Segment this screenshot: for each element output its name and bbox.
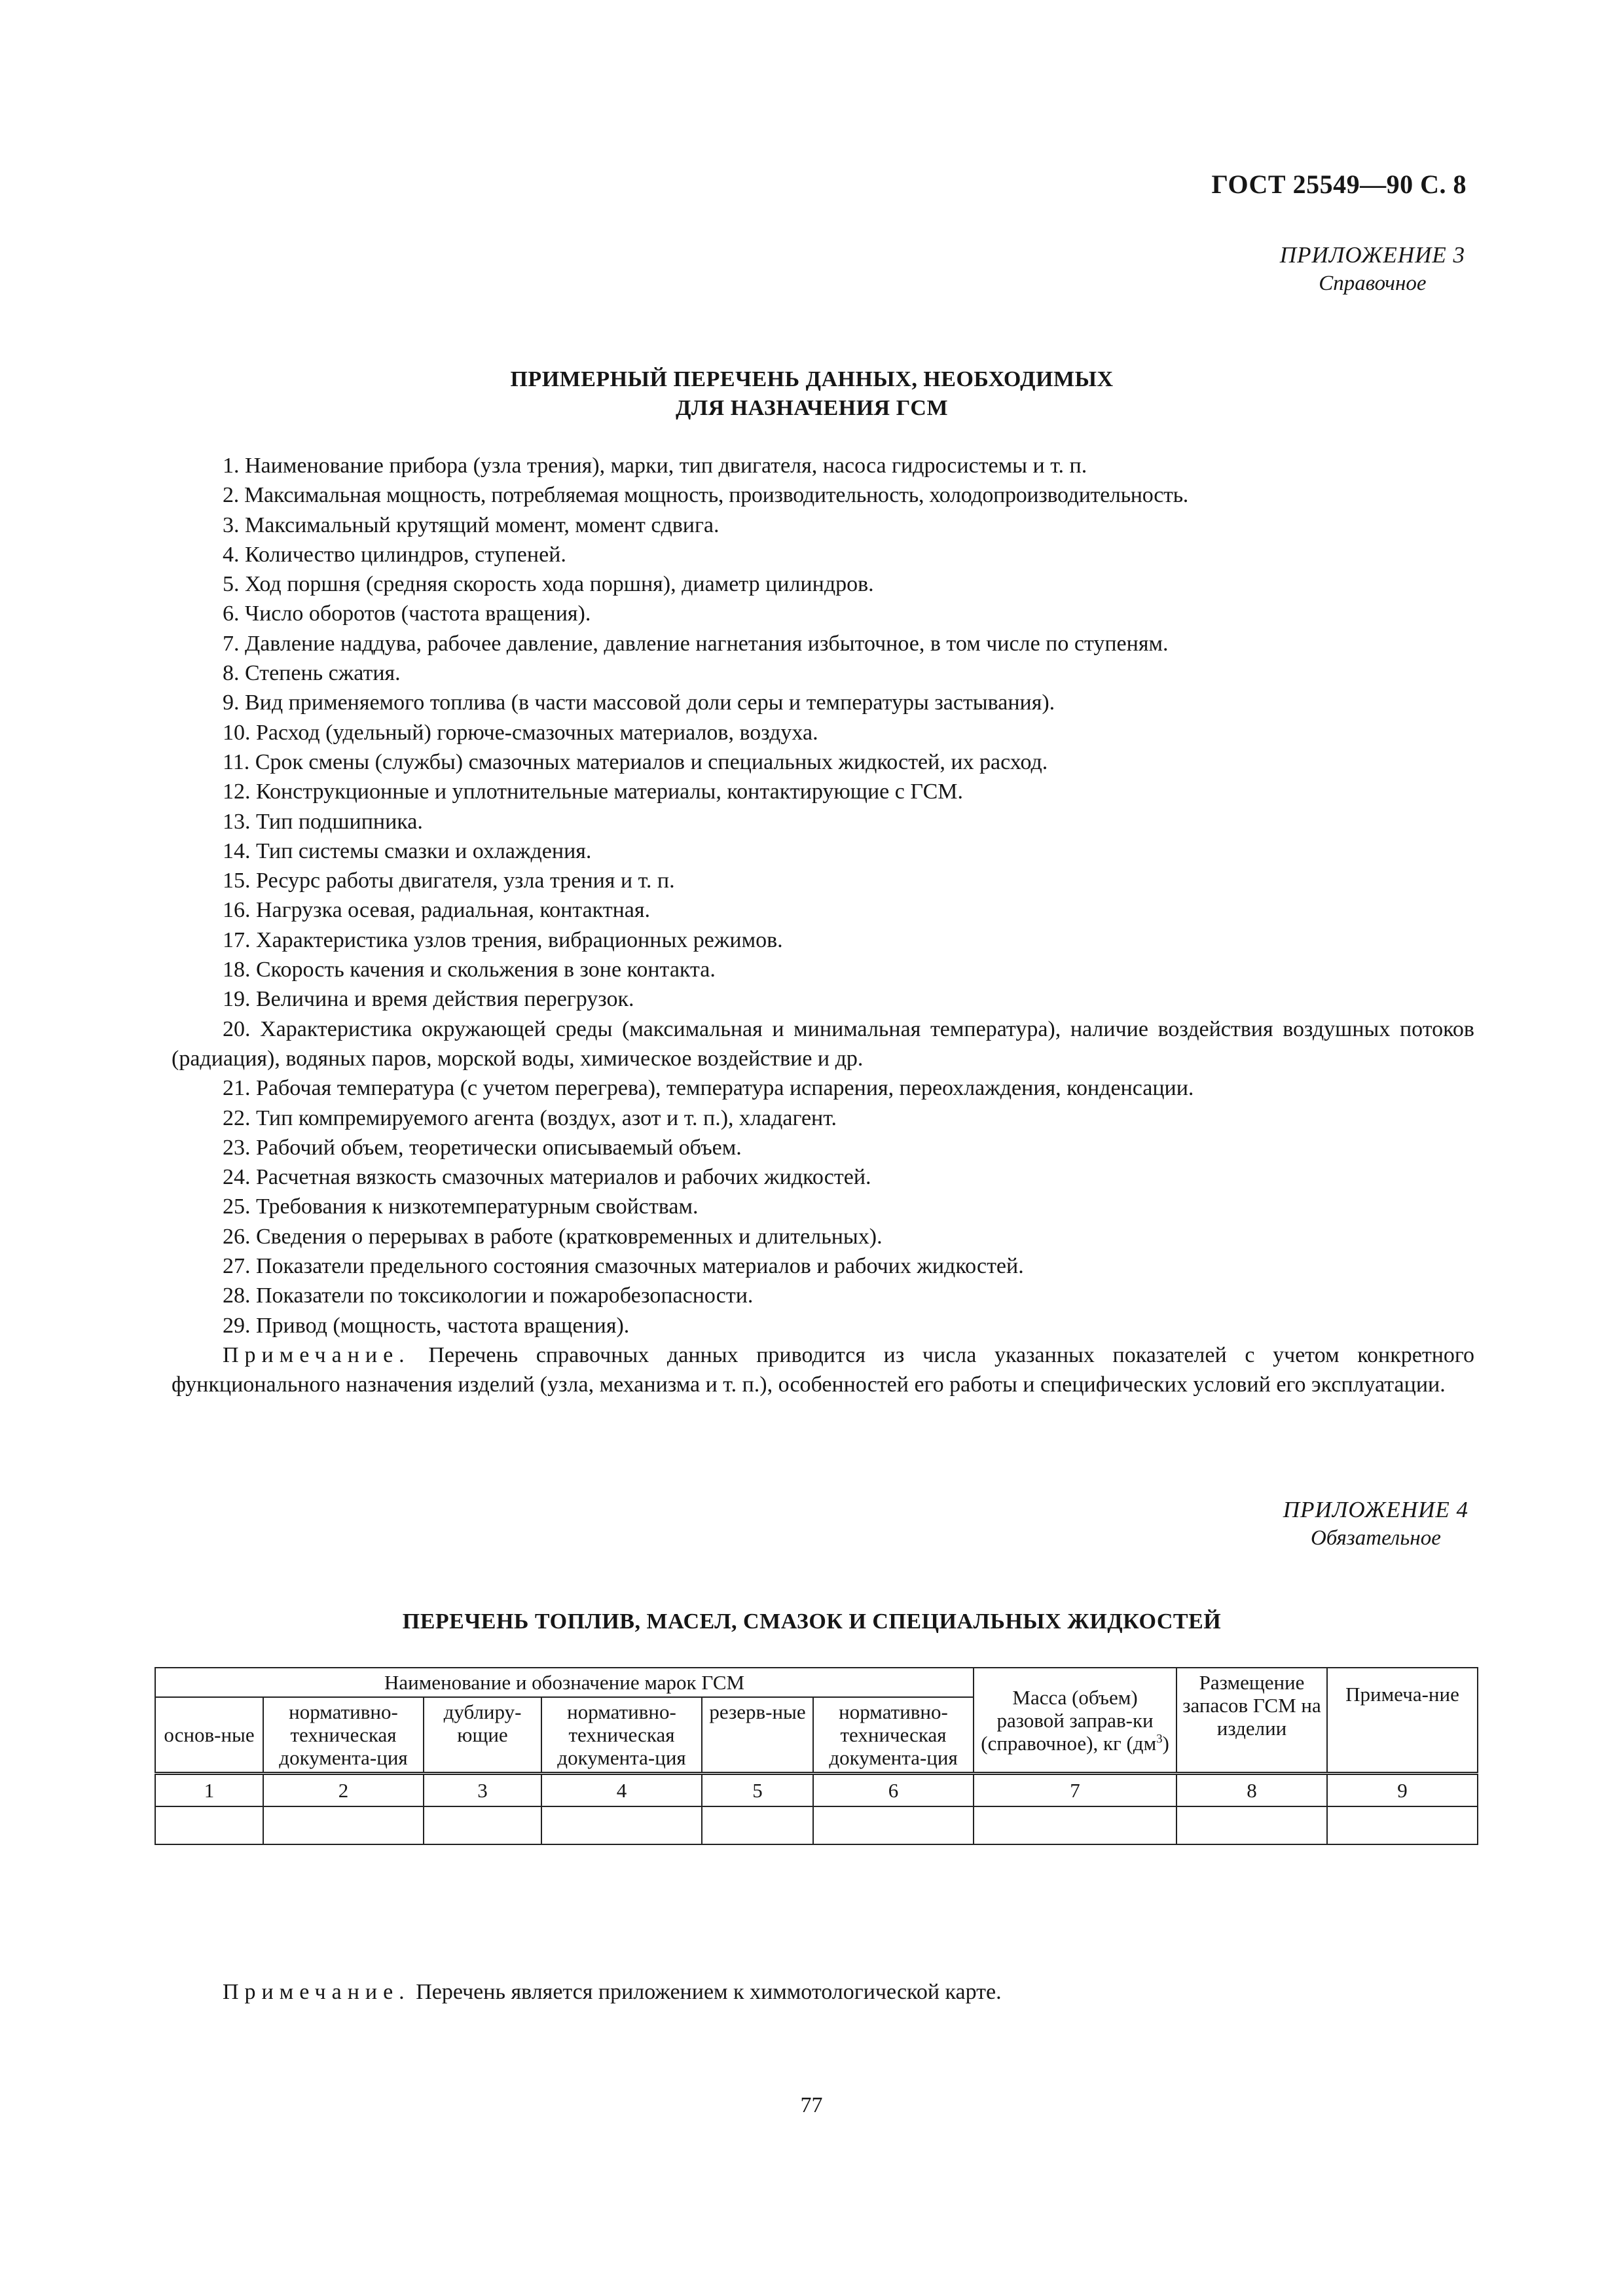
table-cell (541, 1806, 702, 1844)
appendix-3-title: ПРИЛОЖЕНИЕ 3 (1279, 242, 1465, 268)
section-1-note (172, 1340, 1474, 1400)
list-item: 7. Давление наддува, рабочее давление, давление нагнетания избыточное, в том числе по ступеням. (223, 631, 1169, 656)
list-item: 15. Ресурс работы двигателя, узла трения и т. п. (223, 869, 675, 893)
section-1-heading (170, 365, 1453, 423)
note-text: Перечень справочных данных приводится из числа указанных показателей с учетом конкретного функционального назначения изделий (узла, механизма и т. п.), особенностей его работы и специфических условий его эксплуатации. (172, 1342, 1475, 1397)
list-item: 27. Показатели предельного состояния смазочных материалов и рабочих жидкостей. (223, 1254, 1024, 1279)
table-cell (1176, 1806, 1327, 1844)
list-item: 8. Степень сжатия. (223, 661, 401, 686)
column-header: нормативно-техническая документа-ция (541, 1697, 702, 1774)
mass-header (974, 1668, 1176, 1774)
list-item: 6. Число оборотов (частота вращения). (223, 601, 591, 626)
list-item: 23. Рабочий объем, теоретически описываемый объем. (223, 1135, 742, 1160)
list-item: 16. Нагрузка осевая, радиальная, контактная. (223, 898, 651, 923)
column-number: 3 (424, 1774, 541, 1807)
section-2-heading: ПЕРЕЧЕНЬ ТОПЛИВ, МАСЕЛ, СМАЗОК И СПЕЦИАЛЬНЫХ ЖИДКОСТЕЙ (402, 1609, 1222, 1634)
column-number: 2 (263, 1774, 424, 1807)
note-label: Примечание. (223, 1980, 410, 2004)
list-item: 3. Максимальный крутящий момент, момент сдвига. (223, 512, 720, 537)
list-item: 19. Величина и время действия перегрузок. (223, 987, 634, 1012)
column-header: резерв-ные (702, 1697, 813, 1774)
list-item: 28. Показатели по токсикологии и пожаробезопасности. (223, 1283, 754, 1308)
table-cell (424, 1806, 541, 1844)
column-header: нормативно-техническая документа-ция (263, 1697, 424, 1774)
table-cell (155, 1806, 263, 1844)
list-item: 18. Скорость качения и скольжения в зоне контакта. (223, 958, 716, 982)
list-item: 25. Требования к низкотемпературным свойствам. (223, 1194, 699, 1219)
table-cell (974, 1806, 1176, 1844)
list-item: 29. Привод (мощность, частота вращения). (223, 1313, 630, 1338)
note-header: Примеча-ние (1327, 1668, 1478, 1774)
table-cell (1327, 1806, 1478, 1844)
list-item: 24. Расчетная вязкость смазочных материалов и рабочих жидкостей. (223, 1165, 871, 1190)
page-number: 77 (800, 2093, 823, 2117)
list-item: 21. Рабочая температура (с учетом перегрева), температура испарения, переохлаждения, конденсации. (223, 1076, 1194, 1101)
appendix-4-label (1283, 1496, 1468, 1552)
column-number: 7 (974, 1774, 1176, 1807)
appendix-3-label (1280, 241, 1465, 297)
list-item: 14. Тип системы смазки и охлаждения. (223, 838, 592, 863)
section-1-heading-line-1: ПРИМЕРНЫЙ ПЕРЕЧЕНЬ ДАННЫХ, НЕОБХОДИМЫХ (510, 367, 1114, 391)
list-item: 12. Конструкционные и уплотнительные материалы, контактирующие с ГСМ. (223, 780, 963, 804)
section-1-heading-line-2: ДЛЯ НАЗНАЧЕНИЯ ГСМ (675, 396, 949, 420)
list-item: 26. Сведения о перерывах в работе (кратковременных и длительных). (223, 1224, 883, 1249)
list-item: 9. Вид применяемого топлива (в части массовой доли серы и температуры застывания). (223, 691, 1055, 715)
list-item: 1. Наименование прибора (узла трения), марки, тип двигателя, насоса гидросистемы и т. п. (223, 454, 1087, 478)
table-cell (813, 1806, 974, 1844)
appendix-4-subtitle: Обязательное (1310, 1526, 1441, 1550)
table-cell (702, 1806, 813, 1844)
list-item: 20. Характеристика окружающей среды (максимальная и минимальная температура), наличие воздействия воздушных потоков (радиация), водяных паров, морской воды, химическое воздействие и др. (172, 1016, 1474, 1071)
column-number: 4 (541, 1774, 702, 1807)
document-code: ГОСТ 25549—90 С. 8 (1211, 170, 1467, 199)
list-item: 13. Тип подшипника. (223, 809, 423, 834)
column-number: 8 (1176, 1774, 1327, 1807)
mass-header-sup: 3 (1156, 1732, 1163, 1746)
mass-header-text: Масса (объем) разовой заправ-ки (справочное), кг (дм (981, 1685, 1157, 1755)
column-number: 5 (702, 1774, 813, 1807)
list-item: 2. Максимальная мощность, потребляемая мощность, производительность, холодопроизводительность. (223, 483, 1189, 508)
appendix-3-subtitle: Справочное (1319, 272, 1427, 295)
appendix-4-title: ПРИЛОЖЕНИЕ 4 (1283, 1497, 1468, 1522)
column-header: нормативно-техническая документа-ция (813, 1697, 974, 1774)
table-cell (263, 1806, 424, 1844)
placement-header: Размещение запасов ГСМ на изделии (1176, 1668, 1327, 1774)
section-2-note (223, 1978, 1002, 2007)
column-number: 1 (155, 1774, 263, 1807)
list-item: 4. Количество цилиндров, ступеней. (223, 542, 566, 567)
mass-header-end: ) (1162, 1731, 1169, 1755)
group-header: Наименование и обозначение марок ГСМ (155, 1668, 974, 1697)
data-items-list (172, 451, 1474, 1400)
column-header: основ-ные (155, 1697, 263, 1774)
column-number: 6 (813, 1774, 974, 1807)
list-item: 10. Расход (удельный) горюче-смазочных материалов, воздуха. (223, 720, 818, 745)
list-item: 17. Характеристика узлов трения, вибрационных режимов. (223, 927, 783, 952)
list-item: 5. Ход поршня (средняя скорость хода поршня), диаметр цилиндров. (223, 572, 874, 597)
column-number: 9 (1327, 1774, 1478, 1807)
list-item: 11. Срок смены (службы) смазочных материалов и специальных жидкостей, их расход. (223, 749, 1048, 774)
fuels-table (155, 1667, 1478, 1845)
column-header: дублиру-ющие (424, 1697, 541, 1774)
note-label: Примечание. (223, 1342, 410, 1367)
list-item: 22. Тип компремируемого агента (воздух, азот и т. п.), хладагент. (223, 1105, 837, 1130)
note-text: Перечень является приложением к химмотологической карте. (416, 1980, 1002, 2004)
